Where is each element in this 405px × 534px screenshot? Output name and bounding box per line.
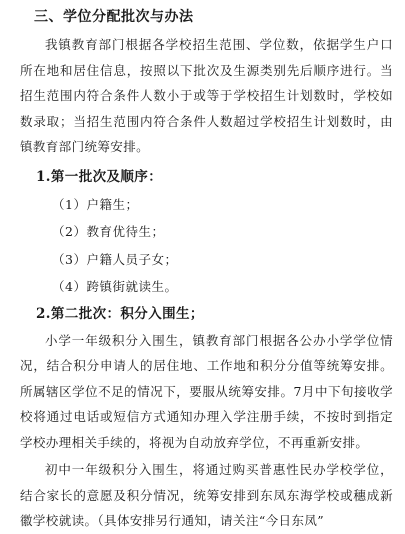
list-item: （3）户籍人员子女； xyxy=(52,251,178,267)
list-item: （4）跨镇街就读生。 xyxy=(52,279,178,294)
batch2-paragraph-junior: 初中一年级积分入围生，将通过购买普惠性民办学校学位，结合家长的意愿及积分情况，统筹安排到东凤东海学校或穗成新徽学校就读。（具体安排另行通知，请关注“今日东凤” xyxy=(20,462,393,528)
list-item: （2）教育优待生； xyxy=(52,224,165,239)
batch1-heading: 1.第一批次及顺序： xyxy=(36,168,163,185)
batch2-paragraph-primary: 小学一年级积分入围生，镇教育部门根据各公办小学学位情况，结合积分申请人的居住地、工作地和积分分值等统筹安排。所属辖区学位不足的情况下，要服从统筹安排。7月中下旬接收学校将通过电话或短信方式通知办理入学注册手续，不按时到指定学校办理相关手续的，将视为自动放弃学位，不再重新安排。 xyxy=(20,332,393,450)
intro-paragraph: 我镇教育部门根据各学校招生范围、学位数，依据学生户口所在地和居住信息，按照以下批次及生源类别先后顺序进行。当招生范围内符合条件人数小于或等于学校招生计划数时，学校如数录取；当招生范围内符合条件人数超过学校招生计划数时，由镇教育部门统筹安排。 xyxy=(20,37,393,154)
batch2-section xyxy=(20,301,393,534)
section-title: 三、学位分配批次与办法 xyxy=(34,9,194,25)
batch1-section xyxy=(20,164,393,301)
list-item: （1）户籍生； xyxy=(52,196,139,212)
batch2-heading: 2.第二批次：积分入围生； xyxy=(36,305,204,322)
